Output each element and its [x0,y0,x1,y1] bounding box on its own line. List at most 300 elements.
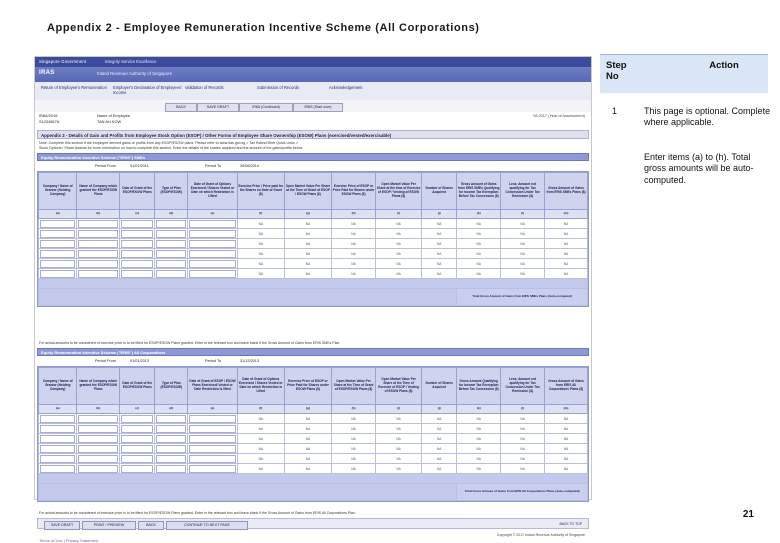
cell-na[interactable]: NA [501,424,545,434]
cell-na[interactable]: NA [376,249,422,259]
col-ref: (f) [237,210,284,219]
save-draft-button-bottom[interactable]: SAVE DRAFT [44,521,80,530]
cell-na[interactable]: NA [501,229,545,239]
continue-next-page-button[interactable]: CONTINUE TO NEXT PAGE [166,521,248,530]
cell-na[interactable]: NA [457,444,501,454]
input-box[interactable] [121,250,153,258]
cell-na[interactable]: NA [332,434,376,444]
cell-na[interactable]: NA [422,464,457,474]
cell-input[interactable] [120,454,155,464]
input-box[interactable] [189,250,235,258]
cell-na[interactable]: NA [422,269,457,279]
table-row[interactable] [39,229,588,239]
cell-input[interactable] [155,269,188,279]
progress-nav [35,82,591,101]
cell-input[interactable] [77,444,120,454]
input-box[interactable] [156,220,186,228]
col-ref: (m) [545,405,588,414]
input-box[interactable] [78,465,118,473]
input-box[interactable] [40,425,75,433]
cell-na[interactable]: NA [376,444,422,454]
footer-links[interactable]: Terms of Use | Privacy Statement [39,538,99,543]
input-box[interactable] [189,230,235,238]
col-header: Type of Plan (ESOP/ESOW) [155,368,188,405]
col-ref: (a) [39,210,77,219]
print-preview-button[interactable]: PRINT / PREVIEW [82,521,136,530]
cell-input[interactable] [188,464,237,474]
table-row[interactable] [39,269,588,279]
input-box[interactable] [78,455,118,463]
cell-na[interactable]: NA [376,239,422,249]
cell-na[interactable]: NA [422,454,457,464]
input-box[interactable] [156,230,186,238]
cell-na[interactable]: NA [332,424,376,434]
input-box[interactable] [40,230,75,238]
year-of-assessment: YA 2017 (Year of Assessment) [532,113,585,118]
table-filler-row [39,474,588,484]
input-box[interactable] [40,260,75,268]
cell-na[interactable]: NA [457,269,501,279]
cell-input[interactable] [77,434,120,444]
table-row[interactable] [39,454,588,464]
col-header: Date of Grant of the ESOP/ESOW Plans [120,368,155,405]
input-box[interactable] [189,260,235,268]
input-box[interactable] [156,455,186,463]
input-box[interactable] [121,435,153,443]
cell-input[interactable] [188,259,237,269]
nav-step-5[interactable]: Acknowledgement [329,85,363,90]
cell-na[interactable]: NA [284,269,331,279]
cell-na[interactable]: NA [457,229,501,239]
col-header: Gross Amount of Gains from ERIS SMEs Plans ($) [545,173,588,210]
cell-na[interactable]: NA [237,249,284,259]
back-to-top-link[interactable]: BACK TO TOP [559,522,582,526]
input-box[interactable] [40,270,75,278]
cell-input[interactable] [77,229,120,239]
input-box[interactable] [40,240,75,248]
cell-na[interactable]: NA [237,424,284,434]
eris-smes-period-to-value: 30/06/2014 [240,164,260,168]
step-column-header-line1: Step [606,60,627,71]
cell-na[interactable]: NA [457,454,501,464]
eris-all-header-row [39,368,588,405]
cell-input[interactable] [188,454,237,464]
eris-all-period-to-label: Period To [205,359,221,363]
cell-na[interactable]: NA [501,269,545,279]
cell-input[interactable] [155,414,188,424]
col-ref: (l) [501,210,545,219]
cell-na[interactable]: NA [501,454,545,464]
cell-na[interactable]: NA [332,239,376,249]
cell-input[interactable] [77,464,120,474]
nav-step-2[interactable]: Employer's Declaration of Employees' Income [113,85,182,96]
total-label: Total Gross Amount of Gains from ERIS All Corporations Plans (Auto-computed) [457,484,588,501]
steps-table-header [600,54,768,93]
cell-na[interactable]: NA [376,219,422,229]
cell-na[interactable]: NA [237,414,284,424]
input-box[interactable] [189,445,235,453]
cell-na[interactable]: NA [237,444,284,454]
cell-na[interactable]: NA [501,434,545,444]
cell-na[interactable]: NA [332,464,376,474]
eris-smes-table [37,171,589,307]
cell-na[interactable]: NA [501,239,545,249]
cell-na[interactable]: NA [457,434,501,444]
cell-input[interactable] [120,259,155,269]
cell-na[interactable]: NA [332,249,376,259]
nav-step-4[interactable]: Submission of Records [257,85,300,90]
cell-na[interactable]: NA [422,424,457,434]
cell-na[interactable]: NA [457,414,501,424]
cell-na[interactable]: NA [501,444,545,454]
eris-all-total-row [39,484,588,501]
cell-input[interactable] [188,239,237,249]
cell-na[interactable]: NA [332,219,376,229]
cell-input[interactable] [120,249,155,259]
cell-na[interactable]: NA [545,444,588,454]
cell-na[interactable]: NA [284,249,331,259]
input-box[interactable] [189,435,235,443]
cell-na[interactable]: NA [457,249,501,259]
cell-na[interactable]: NA [545,259,588,269]
cell-na[interactable]: NA [237,239,284,249]
input-box[interactable] [189,270,235,278]
cell-na[interactable]: NA [284,229,331,239]
cell-input[interactable] [188,219,237,229]
col-ref: (j) [422,405,457,414]
cell-na[interactable]: NA [284,414,331,424]
cell-input[interactable] [39,454,77,464]
cell-na[interactable]: NA [422,249,457,259]
cell-input[interactable] [155,259,188,269]
col-ref: (g) [284,405,331,414]
col-ref: (b) [77,210,120,219]
input-box[interactable] [40,415,75,423]
input-box[interactable] [189,220,235,228]
cell-na[interactable]: NA [376,259,422,269]
cell-na[interactable]: NA [284,424,331,434]
ir8s-start-over-button[interactable]: IR8S (Start over) [293,103,343,112]
input-box[interactable] [189,455,235,463]
cell-na[interactable]: NA [284,464,331,474]
input-box[interactable] [40,455,75,463]
government-topbar [35,57,591,67]
input-box[interactable] [156,260,186,268]
cell-na[interactable]: NA [422,444,457,454]
cell-input[interactable] [155,454,188,464]
cell-input[interactable] [39,434,77,444]
cell-na[interactable]: NA [545,464,588,474]
col-ref: (i) [376,210,422,219]
cell-na[interactable]: NA [237,259,284,269]
cell-input[interactable] [77,414,120,424]
col-header: Date of Grant of ESOP / ESOW Plans Exercised/ Vested or Date Restriction is lifted [188,368,237,405]
col-header: Name of Company which granted the ESOP/ESOW Plans [77,173,120,210]
cell-na[interactable]: NA [422,414,457,424]
input-box[interactable] [78,230,118,238]
col-ref: (c) [120,405,155,414]
cell-na[interactable]: NA [457,239,501,249]
cell-input[interactable] [155,219,188,229]
cell-input[interactable] [188,249,237,259]
cell-na[interactable]: NA [284,219,331,229]
input-box[interactable] [156,250,186,258]
cell-input[interactable] [188,414,237,424]
cell-input[interactable] [77,219,120,229]
cell-input[interactable] [39,269,77,279]
cell-input[interactable] [188,269,237,279]
cell-na[interactable]: NA [422,239,457,249]
cell-na[interactable]: NA [376,454,422,464]
input-box[interactable] [156,425,186,433]
eris-smes-header: Equity Remuneration Incentive Scheme ("ERIS") SMEs [37,153,589,161]
cell-input[interactable] [77,249,120,259]
col-ref: (h) [332,405,376,414]
cell-na[interactable]: NA [332,269,376,279]
input-box[interactable] [189,240,235,248]
input-box[interactable] [156,465,186,473]
col-header: Date of Grant of Options Exercised / Shares Vested or Date on which Restriction is Lifted [188,173,237,210]
input-box[interactable] [121,270,153,278]
eris-smes-ref-row [39,210,588,219]
cell-input[interactable] [77,259,120,269]
cell-input[interactable] [39,229,77,239]
cell-na[interactable]: NA [545,269,588,279]
cell-na[interactable]: NA [284,434,331,444]
cell-na[interactable]: NA [332,414,376,424]
cell-input[interactable] [39,259,77,269]
cell-input[interactable] [39,444,77,454]
cell-na[interactable]: NA [237,269,284,279]
cell-na[interactable]: NA [545,454,588,464]
input-box[interactable] [121,425,153,433]
cell-input[interactable] [39,414,77,424]
table-row[interactable] [39,434,588,444]
cell-input[interactable] [155,464,188,474]
employee-name-value: TAN AH KOW [97,119,122,124]
input-box[interactable] [121,240,153,248]
save-draft-button-top[interactable]: SAVE DRAFT [197,103,239,112]
input-box[interactable] [40,220,75,228]
cell-input[interactable] [120,269,155,279]
cell-na[interactable]: NA [501,219,545,229]
input-box[interactable] [121,260,153,268]
cell-input[interactable] [120,219,155,229]
cell-na[interactable]: NA [545,239,588,249]
cell-input[interactable] [188,444,237,454]
cell-input[interactable] [120,424,155,434]
back-button-top[interactable]: BACK [165,103,197,112]
cell-input[interactable] [155,424,188,434]
input-box[interactable] [78,260,118,268]
input-box[interactable] [121,465,153,473]
cell-input[interactable] [155,249,188,259]
cell-na[interactable]: NA [501,414,545,424]
employee-name-label: Name of Employee [97,113,131,118]
input-box[interactable] [40,465,75,473]
cell-input[interactable] [120,239,155,249]
col-ref: (j) [422,210,457,219]
cell-input[interactable] [155,239,188,249]
input-box[interactable] [189,415,235,423]
input-box[interactable] [40,445,75,453]
input-box[interactable] [40,435,75,443]
col-ref: (l) [501,405,545,414]
ir8a-continued-button[interactable]: IR8A (Continued) [239,103,293,112]
cell-input[interactable] [39,464,77,474]
col-header: Type of Plan (ESOP/ESOW) [155,173,188,210]
col-header: Less: Amount not qualifying for Tax Concession Under Tax Remission ($) [501,173,545,210]
cell-na[interactable]: NA [422,434,457,444]
cell-na[interactable]: NA [422,229,457,239]
step-number: 1 [612,106,618,116]
cell-input[interactable] [120,444,155,454]
col-header: Open Market Value Per Share at the Time of Grant of ESOP / ESOW Plans ($) [284,173,331,210]
cell-na[interactable]: NA [237,219,284,229]
cell-na[interactable]: NA [545,249,588,259]
input-box[interactable] [78,240,118,248]
table-row[interactable] [39,249,588,259]
table-row[interactable] [39,424,588,434]
eris-smes-footnote: For actual amounts to be considered of exercise price is to be lifted for ESOP/ESOW Plans granted. Enter in the relevant box and leave blank if the Gross Amount of Gains from ERIS SMEs Plan. [39,341,341,345]
cell-input[interactable] [188,424,237,434]
table-row[interactable] [39,464,588,474]
col-ref: (m) [545,210,588,219]
input-box[interactable] [156,445,186,453]
cell-na[interactable]: NA [501,464,545,474]
input-box[interactable] [78,415,118,423]
input-box[interactable] [156,240,186,248]
eris-all-period-from-value: 01/01/2013 [130,359,150,363]
appendix-note-line-2: Stock Options / Share Awards for more information on how to complete this section. Enter the details of the shares acquired and the amount of the gains/profits below. [39,146,304,150]
input-box[interactable] [78,270,118,278]
input-box[interactable] [156,415,186,423]
cell-na[interactable]: NA [545,434,588,444]
total-spacer [39,484,457,501]
cell-input[interactable] [77,424,120,434]
cell-input[interactable] [39,219,77,229]
cell-input[interactable] [188,229,237,239]
eris-all-corporations-header: Equity Remuneration Incentive Scheme ("ERIS") All Corporations [37,348,589,356]
cell-na[interactable]: NA [284,259,331,269]
col-header: Gross Amount of Gains from ERIS SMEs Qualifying for Income Tax Exemption Before Tax Concession ($) [457,173,501,210]
col-header: Number of Shares Acquired [422,173,457,210]
col-header: Exercise Price of ESOP or Price Paid for Shares under ESOW Plans ($) [332,173,376,210]
input-box[interactable] [40,250,75,258]
cell-na[interactable]: NA [422,259,457,269]
cell-input[interactable] [77,454,120,464]
cell-na[interactable]: NA [376,269,422,279]
brand-subtitle: Inland Revenue Authority of Singapore [97,71,173,76]
cell-na[interactable]: NA [457,259,501,269]
cell-na[interactable]: NA [457,464,501,474]
cell-na[interactable]: NA [332,454,376,464]
input-box[interactable] [121,230,153,238]
cell-na[interactable]: NA [237,464,284,474]
cell-na[interactable]: NA [545,424,588,434]
brand-title: IRAS [39,70,55,76]
back-button-bottom[interactable]: BACK [138,521,164,530]
government-topbar-left: Singapore Government [39,58,87,64]
input-box[interactable] [156,435,186,443]
table-row[interactable] [39,444,588,454]
cell-input[interactable] [155,229,188,239]
cell-na[interactable]: NA [284,454,331,464]
table-row[interactable] [39,219,588,229]
cell-na[interactable]: NA [545,229,588,239]
table-row[interactable] [39,239,588,249]
cell-na[interactable]: NA [457,219,501,229]
col-header: Number of Shares Acquired [422,368,457,405]
cell-na[interactable]: NA [332,229,376,239]
cell-input[interactable] [120,229,155,239]
nav-step-3[interactable]: Validation of Records [185,85,224,90]
cell-input[interactable] [120,434,155,444]
input-box[interactable] [78,435,118,443]
cell-input[interactable] [155,444,188,454]
cell-input[interactable] [39,249,77,259]
cell-na[interactable]: NA [332,259,376,269]
cell-na[interactable]: NA [457,424,501,434]
cell-na[interactable]: NA [376,434,422,444]
cell-na[interactable]: NA [545,414,588,424]
input-box[interactable] [121,220,153,228]
eris-smes-total-row [39,289,588,306]
cell-na[interactable]: NA [501,259,545,269]
eris-all-period-to-value: 31/12/2013 [240,359,260,363]
step-column-header-line2: No [606,71,619,82]
input-box[interactable] [156,270,186,278]
cell-na[interactable]: NA [376,424,422,434]
input-box[interactable] [78,425,118,433]
input-box[interactable] [78,220,118,228]
eris-all-corporations-table [37,366,589,502]
nav-step-1[interactable]: Return of Employee's Remuneration [41,85,107,90]
cell-na[interactable]: NA [545,219,588,229]
cell-input[interactable] [120,464,155,474]
cell-input[interactable] [39,239,77,249]
cell-na[interactable]: NA [422,219,457,229]
government-topbar-right: Integrity Service Excellence [105,58,157,64]
eris-all-period-from-label: Period From [95,359,116,363]
cell-na[interactable]: NA [332,444,376,454]
input-box[interactable] [121,415,153,423]
cell-na[interactable]: NA [284,444,331,454]
input-box[interactable] [78,250,118,258]
input-box[interactable] [78,445,118,453]
input-box[interactable] [121,445,153,453]
cell-input[interactable] [77,239,120,249]
cell-na[interactable]: NA [237,454,284,464]
cell-na[interactable]: NA [376,464,422,474]
table-row[interactable] [39,259,588,269]
cell-input[interactable] [77,269,120,279]
cell-na[interactable]: NA [376,229,422,239]
cell-input[interactable] [120,414,155,424]
input-box[interactable] [189,465,235,473]
cell-na[interactable]: NA [237,434,284,444]
cell-na[interactable]: NA [284,239,331,249]
cell-na[interactable]: NA [376,414,422,424]
input-box[interactable] [121,455,153,463]
cell-na[interactable]: NA [237,229,284,239]
input-box[interactable] [189,425,235,433]
cell-na[interactable]: NA [501,249,545,259]
cell-input[interactable] [155,434,188,444]
table-row[interactable] [39,414,588,424]
cell-input[interactable] [188,434,237,444]
cell-input[interactable] [39,424,77,434]
